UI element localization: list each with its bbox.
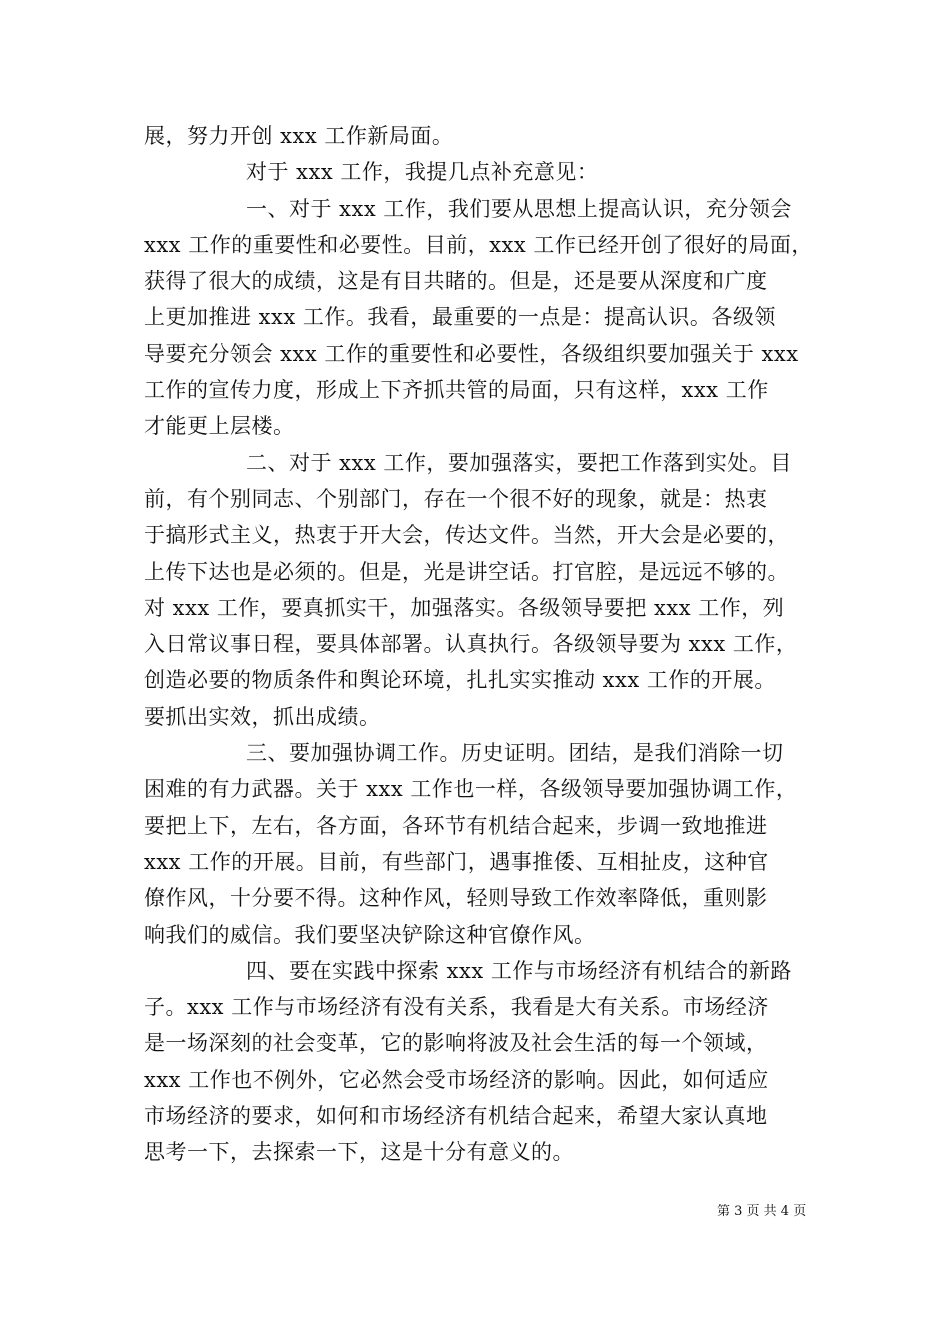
text-line: 上传下达也是必须的。但是，光是讲空话。打官腔，是远远不够的。 [144, 559, 789, 584]
text-line: 创造必要的物质条件和舆论环境，扎扎实实推动 xxx 工作的开展。 [144, 668, 776, 693]
text-line: xxx 工作的开展。目前，有些部门，遇事推倭、互相扯皮，这种官 [144, 849, 769, 874]
text-line: 是一场深刻的社会变革，它的影响将波及社会生活的每一个领域， [144, 1031, 768, 1056]
text-line: 前，有个别同志、个别部门，存在一个很不好的现象，就是：热衷 [144, 486, 768, 511]
text-line: 对于 xxx 工作，我提几点补充意见： [246, 160, 599, 185]
text-line: 子。xxx 工作与市场经济有没有关系，我看是大有关系。市场经济 [144, 995, 769, 1020]
text-line: 要抓出实效，抓出成绩。 [144, 704, 381, 729]
text-line: 工作的宣传力度，形成上下齐抓共管的局面，只有这样，xxx 工作 [144, 378, 769, 403]
text-line: 要把上下，左右，各方面，各环节有机结合起来，步调一致地推进 [144, 813, 768, 838]
document-body [144, 118, 814, 1171]
text-line: 响我们的威信。我们要坚决铲除这种官僚作风。 [144, 922, 596, 947]
text-line: 上更加推进 xxx 工作。我看，最重要的一点是：提高认识。各级领 [144, 305, 776, 330]
text-line: 四、要在实践中探索 xxx 工作与市场经济有机结合的新路 [246, 958, 792, 983]
text-line: 一、对于 xxx 工作，我们要从思想上提高认识，充分领会 [246, 196, 792, 221]
text-line: 困难的有力武器。关于 xxx 工作也一样，各级领导要加强协调工作， [144, 777, 798, 802]
page-number-footer: 第 3 页 共 4 页 [717, 1204, 807, 1219]
text-line: 展，努力开创 xxx 工作新局面。 [144, 124, 454, 148]
text-line: 获得了很大的成绩，这是有目共睹的。但是，还是要从深度和广度 [144, 269, 768, 294]
text-line: xxx 工作的重要性和必要性。目前，xxx 工作已经开创了很好的局面， [144, 232, 813, 257]
text-line: 才能更上层楼。 [144, 414, 295, 439]
text-line: 僚作风，十分要不得。这种作风，轻则导致工作效率降低，重则影 [144, 886, 768, 911]
text-line: 导要充分领会 xxx 工作的重要性和必要性，各级组织要加强关于 xxx [144, 341, 799, 366]
text-line: 二、对于 xxx 工作，要加强落实，要把工作落到实处。目 [246, 450, 792, 475]
text-line: 对 xxx 工作，要真抓实干，加强落实。各级领导要把 xxx 工作，列 [144, 595, 785, 620]
text-line: 三、要加强协调工作。历史证明。团结，是我们消除一切 [246, 741, 784, 766]
text-line: xxx 工作也不例外，它必然会受市场经济的影响。因此，如何适应 [144, 1067, 769, 1092]
text-line: 市场经济的要求，如何和市场经济有机结合起来，希望大家认真地 [144, 1104, 768, 1129]
text-line: 于搞形式主义，热衷于开大会，传达文件。当然，开大会是必要的， [144, 523, 789, 548]
text-line: 入日常议事日程，要具体部署。认真执行。各级领导要为 xxx 工作， [144, 632, 798, 657]
text-line: 思考一下，去探索一下，这是十分有意义的。 [144, 1140, 574, 1165]
